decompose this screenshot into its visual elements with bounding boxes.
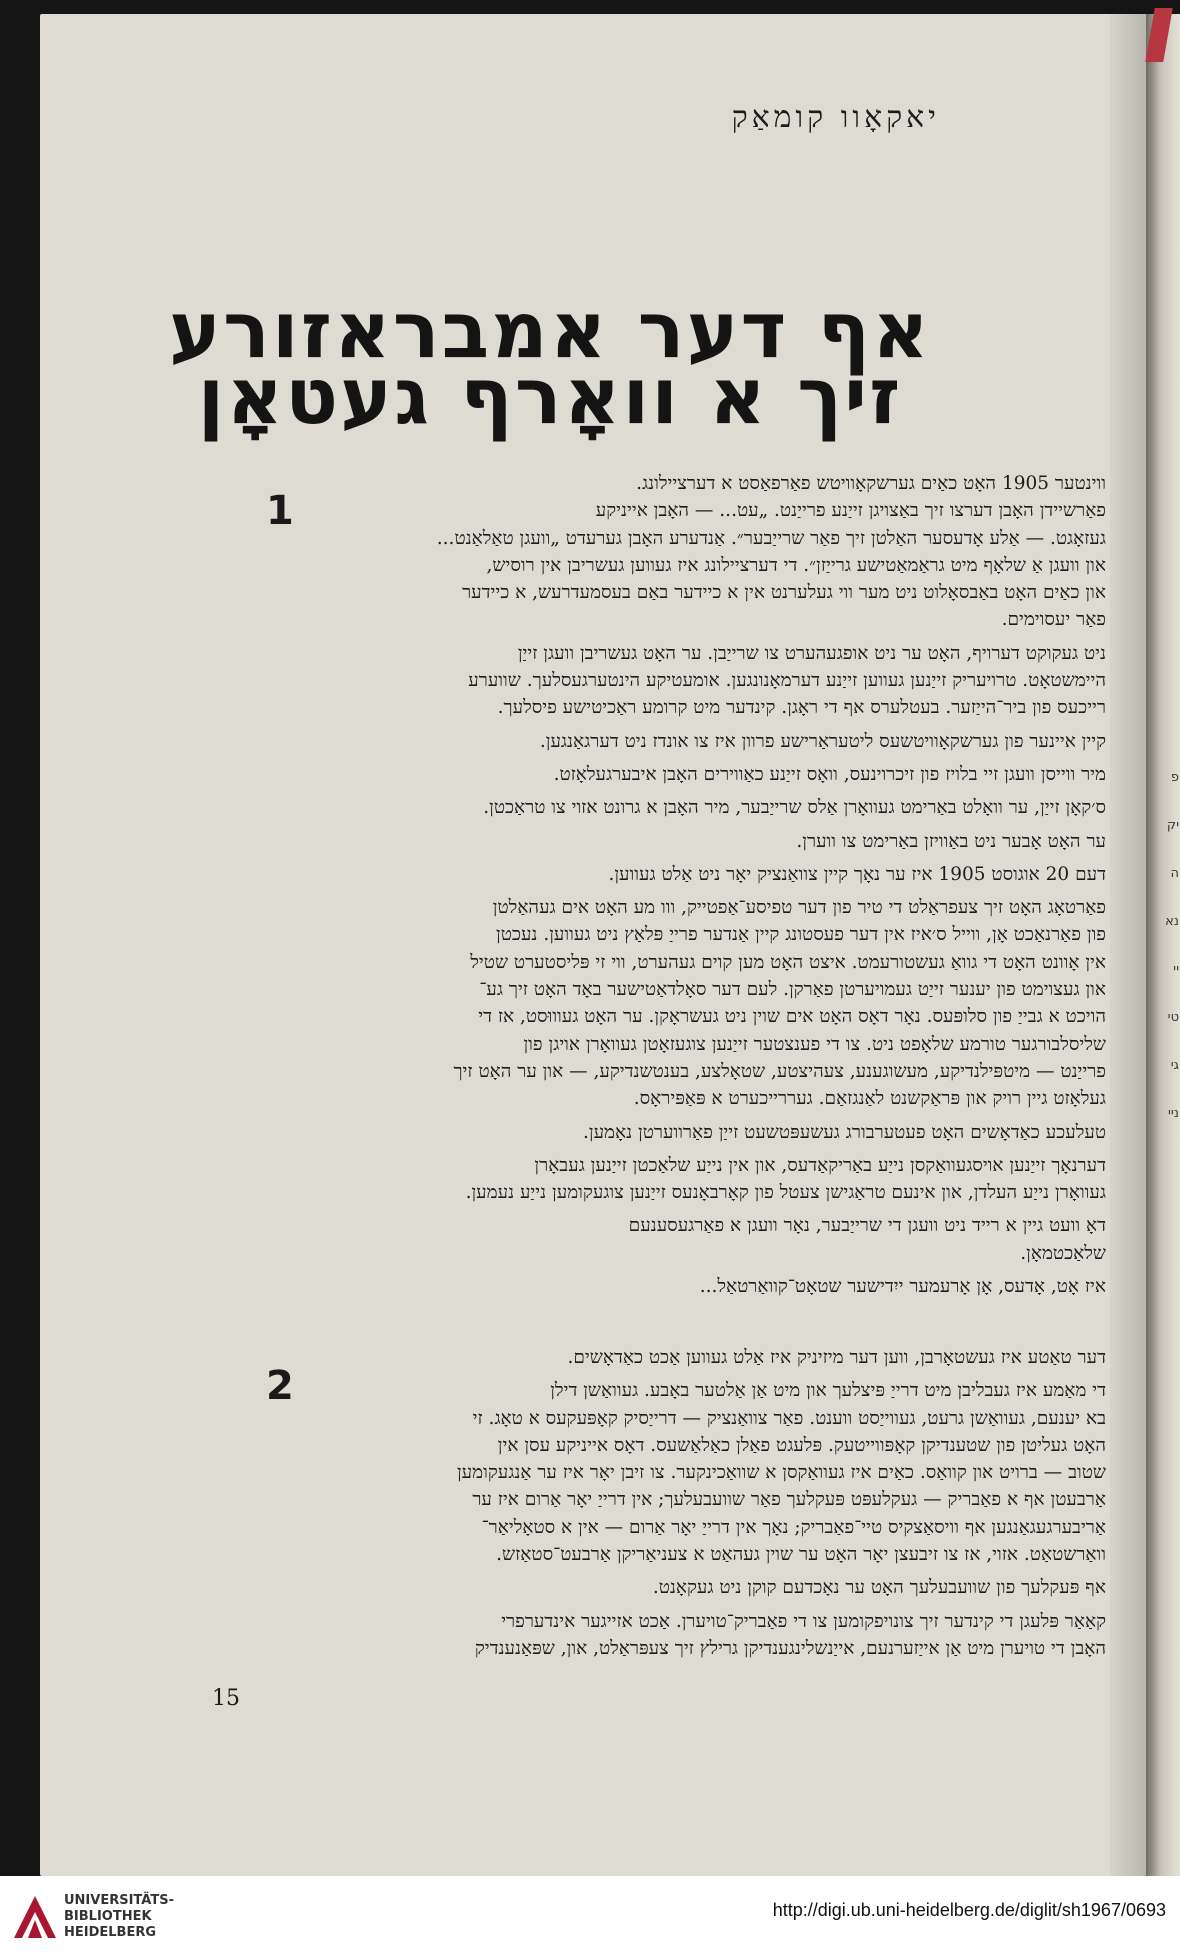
section-number-2: 2 — [266, 1363, 294, 1409]
spine-glyph: ה — [1170, 866, 1179, 881]
text-line: דעם 20 אוגוסט 1905 איז ער נאָך קיין צוואַנציק יאָר ניט אַלט געווען. — [608, 863, 1106, 885]
text-line: היימשטאָט. טרויעריק זייַנען געווען זייַנע דערמאָנונגען. אומעטיקע הינטערגעסלעך. שווערע — [468, 670, 1106, 692]
paragraph — [206, 1344, 1106, 1371]
text-line: די מאַמע איז געבליבן מיט דרייַ פּיצלעך און מיט אַן אַלטער באָבע. געוואַשן דילן — [550, 1380, 1106, 1402]
paragraph — [206, 861, 1106, 888]
text-line: האָט געליטן פון שטענדיקן קאָפּווייטעק. פּלעגט פאַלן כאַלאַשעס. דאָס אייניקע עסן אין — [497, 1434, 1106, 1456]
text-line: אַריבערגעגאַנגען אף וויסאַצקיס טיי־פאַבריק; נאָך אין דרייַ יאָר אַרום — אין א סטאָליאַר־ — [481, 1516, 1106, 1538]
text-line: איז אָט, אָדעס, אָן אָרעמער ייִדישער שטאָט־קוואַרטאַל... — [699, 1276, 1106, 1298]
text-line: פאַרטאָג האָט זיך צעפראַלט די טיר פון דער טפיסע־אַפטייק, ווו מע האָט אים געהאַלטן — [492, 897, 1106, 919]
text-line: און כאַים האָט באַבסאָלוט ניט מער ווי געלערנט אין א כיידער באַם בעסמעדרעש, א כיידער — [462, 582, 1106, 604]
text-line: ווינטער 1905 האָט כאַים גערשקאָוויטש פאַרפאַסט א דערציילונג. — [636, 473, 1106, 494]
text-line: און געצוימט פון יענער זייַט געמויערטן פאַרקן. לעם דער סאָלדאַטישער באָד האָט זיך גע־ — [479, 979, 1106, 1001]
spine-glyph: ניי — [1167, 1106, 1179, 1121]
text-line: שליסלבורגער טורמע שלאָפט ניט. צו די פענצטער זייַנען צוגעזאָטן געוואָרן אויגן פון — [523, 1033, 1106, 1055]
text-line: האָבן די טויערן מיט אַן אייַזערנעם, אייַנשלינגענדיקן גרילץ זיך צעפּראַלט, און, שפּאַנענדיק — [474, 1637, 1106, 1659]
running-head-author: יאקאָוו קומאַק — [731, 100, 940, 135]
page-gutter-shadow — [1110, 14, 1146, 1876]
spine-glyph: נא — [1165, 914, 1179, 929]
text-line: דאָ וועט גיין א רייד ניט וועגן די שרייַבער, נאָר וועגן א פאַרגעסענעם — [628, 1215, 1106, 1237]
spine-glyph: יי — [1173, 962, 1179, 977]
library-name-line: HEIDELBERG — [64, 1925, 157, 1940]
spine-glyph: טי — [1167, 1010, 1179, 1025]
paragraph — [206, 1377, 1106, 1568]
text-line: אף פּעקלעך פון שוועבעלעך האָט ער נאָכדעם קוקן ניט געקאָנט. — [652, 1577, 1106, 1599]
paragraph — [206, 1152, 1106, 1207]
permalink-url[interactable]: http://digi.ub.uni-heidelberg.de/diglit/sh1967/0693 — [772, 1900, 1166, 1920]
text-line: פאַר יעסוימים. — [1001, 609, 1106, 631]
paragraph — [206, 1574, 1106, 1601]
text-line: ניט געקוקט דערויף, האָט ער ניט אופגעהערט צו שרייַבן. ער האָט געשריבן וועגן זייַן — [517, 642, 1106, 664]
library-name-line: UNIVERSITÄTS- — [64, 1893, 174, 1908]
spine-glyph: פ — [1170, 770, 1179, 785]
text-line: קאַאַר פּלעגן די קינדער זיך צונויפקומען צו די פאַבריק־טויערן. אַכט אזייגער אינדערפרי — [501, 1610, 1106, 1632]
paragraph — [206, 470, 1106, 634]
text-line: פון פאַרנאַכט אָן, ווייל ס׳איז אין דער פעסטונג קיין אַנדער פרייַ פּלאַץ ניט געווען. נעכטן — [496, 924, 1106, 946]
text-line: אַרבעטן אף א פאַבריק — געקלעפּט פּעקלעך פאַר שוועבעלעך; אין דרייַ יאָר אַרום איז ער — [472, 1489, 1106, 1511]
library-name-line: BIBLIOTHEK — [64, 1909, 152, 1924]
text-line: געזאָגט. — אַלע אָדעסער האַלטן זיך פאַר שרייַבער״. אַנדערע האָבן גערעדט „וועגן טאַלאַנט... — [436, 527, 1106, 549]
paragraph — [206, 828, 1106, 855]
paragraph — [206, 1119, 1106, 1146]
text-line: מיר ווייסן וועגן זיי בלויז פון זיכרוינעס, וואָס זייַנע כאַווירים האָבן איבערגעלאָזט. — [553, 763, 1106, 785]
text-line: פאַרשיידן האָבן דערצו זיך באַצויגן זייַנע פרייַנט. „עט... — האָבן אייניקע — [595, 500, 1106, 522]
text-line: און וועגן אַ שלאָף מיט גראַמאַטישע גרייַזן״. די דערציילונג איז געווען געשריבן אין רוסיש, — [486, 554, 1106, 576]
paragraph — [206, 1212, 1106, 1267]
spine-text — [1149, 754, 1179, 1138]
text-line: רייכעס פון ביר־הייַזער. בעטלערס אף די ראָגן. קינדער מיט קרומע ראַכיטישע פיסלעך. — [497, 697, 1106, 719]
paragraph — [206, 794, 1106, 821]
section-1-text — [206, 470, 1106, 1300]
text-line: שטוב — ברויט און קוואַס. כאַים איז געוואַקסן א שוואַכינקער. צו זיבן יאָר איז ער אַנגעקומען — [456, 1462, 1106, 1484]
text-line: דער טאַטע איז געשטאָרבן, ווען דער מיזיניק איז אַלט געווען אַכט כאַדאָשים. — [567, 1347, 1106, 1368]
text-line: שלאַכטמאָן. — [1020, 1242, 1106, 1264]
text-line: קיין איינער פון גערשקאָוויטשעס ליטעראַרישע פרוון איז צו אונדז ניט דערגאַנגען. — [539, 730, 1106, 752]
paragraph — [206, 1608, 1106, 1663]
story-title-line-2: זיך א וואָרף געטאָן — [197, 352, 903, 442]
text-line: געוואָרן נייַע העלדן, און אינעם טראַגישן צעטל פון קאָרבאָנעס זייַנען צוגעקומען נייַע נעמען. — [465, 1182, 1106, 1204]
paragraph — [206, 761, 1106, 788]
text-line: בא יענעם, געוואַשן גרעט, געווייַסט ווענט. פאַר צוואַנציק — דרייַסיק קאָפּעקעס א טאָג. זי — [472, 1407, 1106, 1429]
text-line: געלאָזט גיין רויק און פּראַקשנט לאַנגזאַם. געררייכערט א פּאַפּיראָס. — [633, 1088, 1106, 1110]
text-line: הויכט א גבייַ פון סלופּעס. נאָר דאָס האָט אים שוין ניט געשראָקן. ער האָט געוווּסט, אז די — [478, 1006, 1106, 1028]
spine-glyph: גי — [1170, 1058, 1179, 1073]
paragraph — [206, 640, 1106, 722]
text-line: אין אָוונט האָט די גוואַ געשטורעמט. איצט האָט מען קוים געהערט, ווי זי פּליסטערט שטיל — [470, 951, 1106, 973]
library-logo-icon — [12, 1894, 58, 1940]
text-line: טעלעכע כאַדאָשים האָט פעטערבורג געשעפּטשעט זייַן פאַרווערטן נאָמען. — [582, 1121, 1106, 1143]
text-line: פרייַנט — מיטפּילנדיקע, מעשוגענע, צעהיצטע, שטאָלצע, בענטשנדיקע, — און ער האָט זיך — [453, 1060, 1106, 1082]
section-2-text — [206, 1344, 1106, 1662]
paragraph — [206, 894, 1106, 1112]
page-number: 15 — [212, 1686, 240, 1711]
section-number-1: 1 — [266, 488, 294, 534]
digitization-footer — [0, 1876, 1180, 1953]
paragraph — [206, 1273, 1106, 1300]
story-title-line-1: אף דער אמבראזורע — [169, 286, 931, 376]
spine-glyph: יק — [1166, 818, 1179, 833]
text-line: ער האָט אָבער ניט באַוויזן באַרימט צו ווערן. — [796, 830, 1106, 852]
text-line: ס׳קאָן זייַן, ער וואָלט באַרימט געוואָרן אַלס שרייַבער, מיר האָבן א גרונט אזוי צו טראַכטן. — [483, 797, 1106, 819]
text-line: דערנאָך זייַנען אויסגעוואַקסן נייַע באַריקאַדעס, און אין נייַע שלאַכטן זייַנען געבאָרן — [534, 1154, 1106, 1176]
paragraph — [206, 728, 1106, 755]
adjacent-page-edge — [1146, 14, 1180, 1876]
library-name — [64, 1893, 174, 1941]
text-line: וואַרשטאַט. אזוי, אז צו זיבעצן יאָר האָט ער שוין געהאַט א צעניאַריקן אַרבעט־סטאַזש. — [496, 1544, 1106, 1566]
